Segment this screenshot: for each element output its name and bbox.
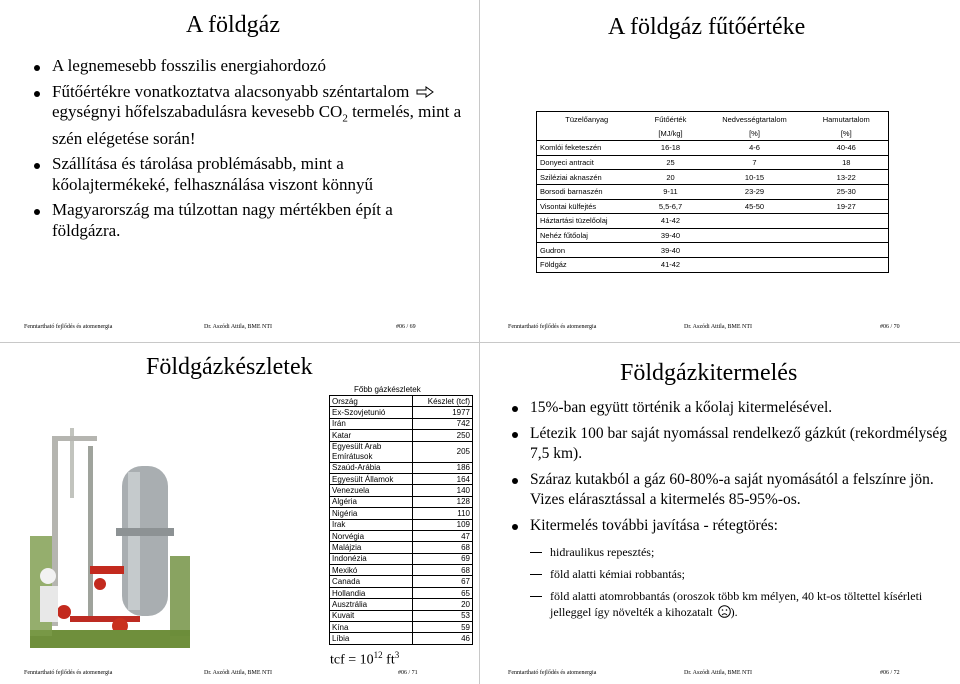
bullet-item: Kitermelés további javítása - rétegtörés: hidraulikus repesztés; föld alatti kémiai robbantás; föld alatti atomrobbantás (oroszok több km mélyen, 40 kt-os töltettel kísérleti jelleggel így növelték a kihozatalt ). — [510, 516, 950, 620]
bullet-item: Fűtőértékre vonatkoztatva alacsonyabb széntartalom egységnyi hőfelszabadulásra kevesebb $CO_2$ termelés, mint a szén elégetése során! — [32, 82, 462, 150]
table-row: Visontai külfejtés 5,5-6,7 45-50 19-27 — [537, 199, 889, 214]
slide-71 — [0, 346, 476, 684]
sub-bullet-item: föld alatti atomrobbantás (oroszok több km mélyen, 40 kt-os töltettel kísérleti jelleggel így növelték a kihozatalt ). — [530, 588, 950, 620]
bullet-list — [32, 56, 462, 246]
bullet-dot-icon — [34, 209, 40, 215]
bullet-dot-icon — [512, 524, 518, 530]
table-row: Ausztrália 20 — [330, 599, 473, 610]
table-row: Komlói feketeszén 16-18 4-6 40-46 — [537, 141, 889, 156]
table-row: Borsodi barnaszén 9-11 23-29 25-30 — [537, 184, 889, 199]
slide-69 — [0, 0, 476, 338]
slide-title: Földgázkészletek — [146, 354, 313, 380]
table-row: Földgáz 41-42 — [540, 260, 681, 270]
table-row: Egyesült Államok 164 — [330, 473, 473, 484]
table-row: Háztartási tüzelőolaj 41-42 — [537, 214, 889, 229]
table-row: Nigéria 110 — [330, 508, 473, 519]
footer-page: #06 / 70 — [880, 324, 900, 330]
slide-title: A földgáz fűtőértéke — [608, 14, 806, 40]
slide-title: Földgázkitermelés — [620, 360, 798, 386]
table-units-row: [MJ/kg] [%] [%] — [537, 126, 889, 141]
footer-left: Fenntartható fejlődés és atomenergia — [508, 324, 597, 330]
footer-center: Dr. Aszódi Attila, BME NTI — [684, 670, 752, 676]
table-row: Indonézia 69 — [330, 553, 473, 564]
table-row: Nehéz fűtőolaj 39-40 — [537, 228, 889, 243]
bullet-dot-icon — [512, 432, 518, 438]
sub-bullet-list — [530, 544, 950, 620]
footer-left: Fenntartható fejlődés és atomenergia — [24, 670, 113, 676]
bullet-dot-icon — [34, 65, 40, 71]
table-row: Líbia 46 — [330, 633, 473, 644]
bullet-item: Szállítása és tárolása problémásabb, mint a kőolajtermékeké, felhasználása viszont könnyű — [32, 154, 462, 195]
table-row: Gudron 39-40 — [537, 243, 889, 258]
sad-face-icon — [718, 605, 731, 618]
footer-page: #06 / 69 — [396, 324, 416, 330]
bullet-dot-icon — [34, 163, 40, 169]
bullet-item: Magyarország ma túlzottan nagy mértékben épít a földgázra. — [32, 200, 462, 241]
table-row: Hollandia 65 — [330, 587, 473, 598]
table-row: Kuvait 53 — [330, 610, 473, 621]
table-row: Sziléziai aknaszén 20 10-15 13-22 — [537, 170, 889, 185]
footer-left: Fenntartható fejlődés és atomenergia — [508, 670, 597, 676]
bullet-dot-icon — [512, 478, 518, 484]
table-row: Irán 742 — [330, 418, 473, 429]
footer-center: Dr. Aszódi Attila, BME NTI — [204, 670, 272, 676]
table-row: Norvégia 47 — [330, 530, 473, 541]
table-row: Donyeci antracit 25 7 18 — [537, 155, 889, 170]
arrow-right-icon — [416, 86, 434, 98]
slide-title: A földgáz — [186, 12, 280, 38]
divider-horizontal — [0, 342, 960, 343]
gas-well-photo — [30, 416, 190, 648]
reserves-caption: Főbb gázkészletek — [354, 385, 421, 394]
dash-icon — [530, 574, 542, 575]
footer-page: #06 / 72 — [880, 670, 900, 676]
tcf-definition: tcf = $10^{12}$ $ft^3$ — [330, 650, 400, 668]
table-row: Irak 109 — [330, 519, 473, 530]
bullet-item: 15%-ban együtt történik a kőolaj kitermelésével. — [510, 398, 950, 418]
table-row: Katar 250 — [330, 430, 473, 441]
table-row: Ex-Szovjetunió 1977 — [330, 407, 473, 418]
dash-icon — [530, 596, 542, 597]
table-row: Algéria 128 — [330, 496, 473, 507]
bullet-item: Száraz kutakból a gáz 60-80%-a saját nyomásától a felszínre jön. Vizes elárasztással a kitermelés 85-95%-os. — [510, 470, 950, 510]
table-header-row: Ország Készlet (tcf) — [330, 396, 473, 407]
bullet-item: Létezik 100 bar saját nyomással rendelkező gázkút (rekordmélység 7,5 km). — [510, 424, 950, 464]
bullet-dot-icon — [512, 406, 518, 412]
table-row: Venezuela 140 — [330, 485, 473, 496]
bullet-dot-icon — [34, 91, 40, 97]
bullet-list — [510, 398, 950, 626]
footer-center: Dr. Aszódi Attila, BME NTI — [204, 324, 272, 330]
table-header-row: Tüzelőanyag Fűtőérték Nedvességtartalom Hamutartalom — [565, 114, 870, 124]
slide-70 — [484, 0, 960, 338]
sub-bullet-item: föld alatti kémiai robbantás; — [530, 566, 950, 582]
reserves-table — [329, 395, 473, 645]
sub-bullet-item: hidraulikus repesztés; — [530, 544, 950, 560]
footer-page: #06 / 71 — [398, 670, 418, 676]
footer-left: Fenntartható fejlődés és atomenergia — [24, 324, 113, 330]
table-row: Kína 59 — [330, 622, 473, 633]
footer-center: Dr. Aszódi Attila, BME NTI — [684, 324, 752, 330]
table-row: Canada 67 — [330, 576, 473, 587]
bullet-item: A legnemesebb fosszilis energiahordozó — [32, 56, 462, 77]
slide-72 — [484, 346, 960, 684]
table-row: Szaúd-Arábia 186 — [330, 462, 473, 473]
table-row: Mexikó 68 — [330, 565, 473, 576]
fuel-table — [536, 111, 889, 273]
dash-icon — [530, 552, 542, 553]
table-row: Malájzia 68 — [330, 542, 473, 553]
table-row: Egyesült Arab Emírátusok 205 — [330, 441, 473, 462]
